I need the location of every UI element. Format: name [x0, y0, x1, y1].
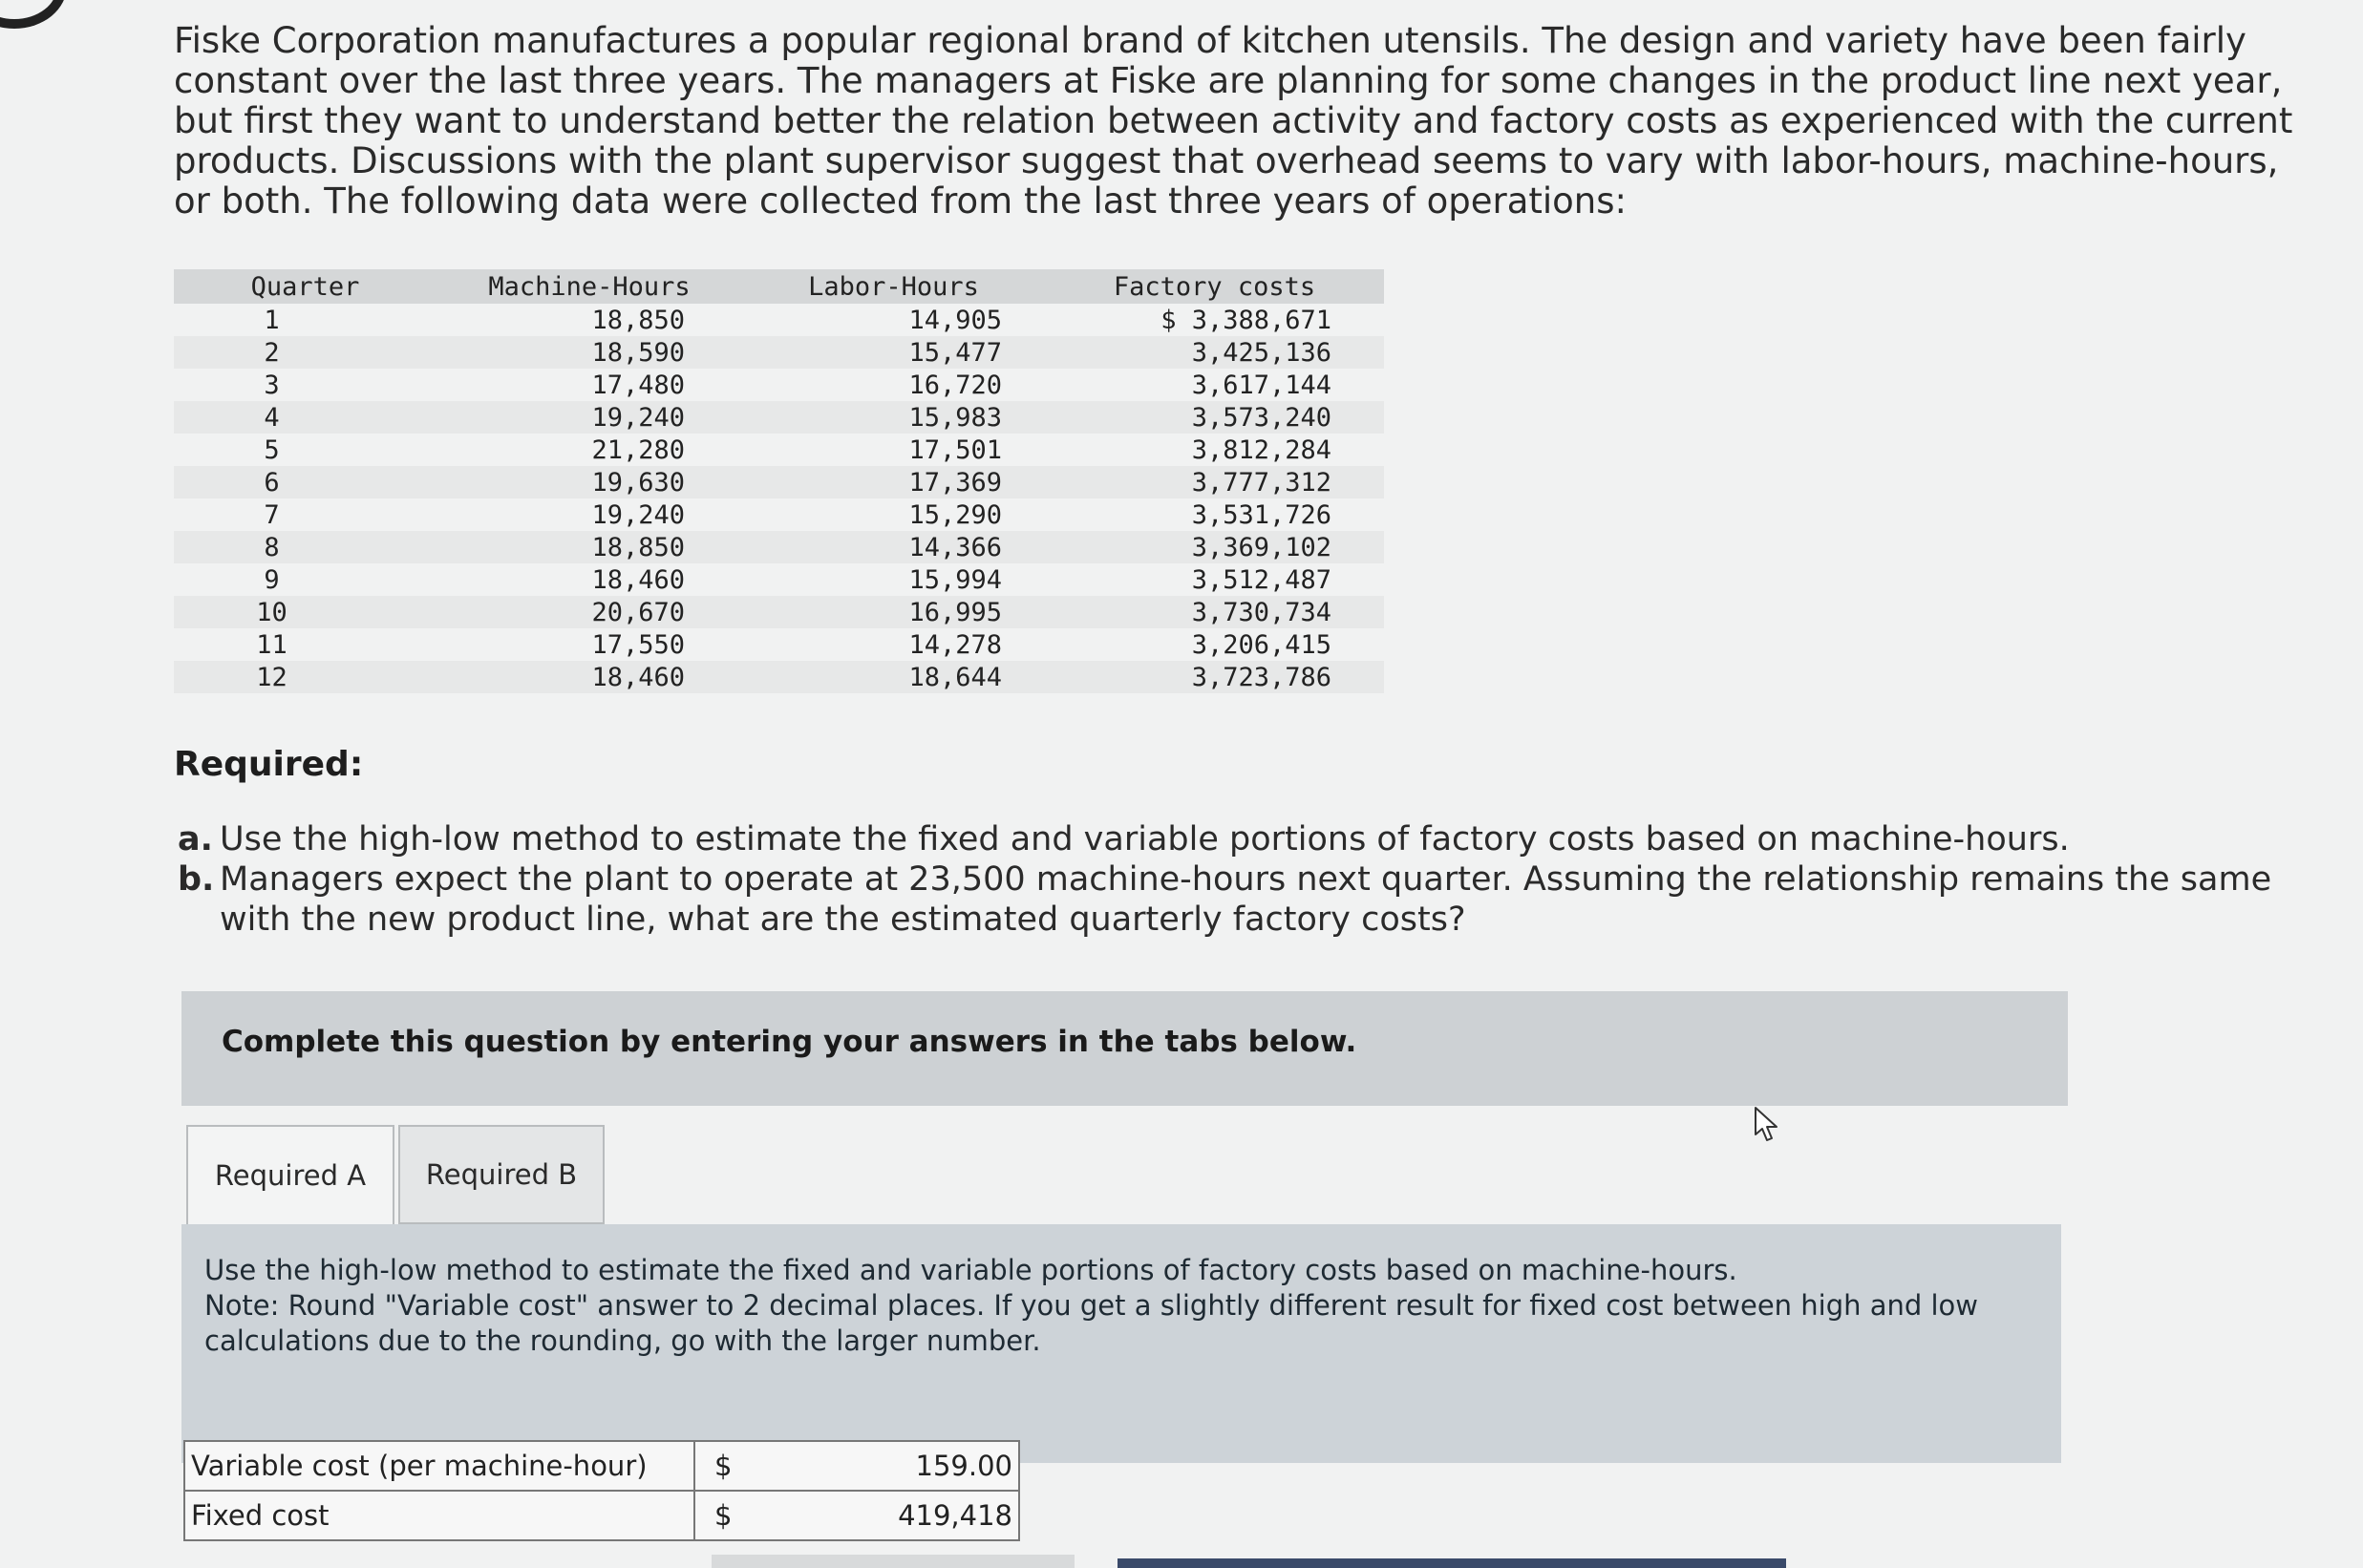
table-row — [174, 628, 1384, 661]
answer-table — [183, 1440, 1020, 1541]
factory-costs-cell: 3,531,726 — [1191, 499, 1331, 530]
tab-required-b[interactable]: Required B — [398, 1125, 605, 1224]
labor-hours-cell: 16,720 — [908, 370, 1002, 400]
labor-hours-cell: 15,983 — [742, 401, 1045, 434]
panel-question-text: Use the high-low method to estimate the fixed and variable portions of factory costs based on machine-hours. — [204, 1254, 1737, 1286]
labor-hours-cell: 14,366 — [742, 531, 1045, 563]
problem-intro-text: Fiske Corporation manufactures a popular regional brand of kitchen utensils. The design and variety have been fairly constant over the last three years. The managers at Fiske are planning for some changes in the product line next year, but first they want to understand better the relation between activity and factory costs as experienced with the current products. Discussions with the plant supervisor suggest that overhead seems to vary with labor-hours, machine-hours, or both. The following data were collected from the last three years of operations: — [174, 20, 2293, 222]
required-item-text: Managers expect the plant to operate at 23,500 machine-hours next quarter. Assuming the relationship remains the same with the new product line, what are the estimated quarterly factory costs? — [220, 860, 2272, 939]
machine-hours-cell: 21,280 — [591, 434, 685, 465]
factory-costs-cell: 3,812,284 — [1191, 434, 1331, 465]
quarter-cell: 3 — [264, 370, 280, 400]
header-machine-hours: Machine-Hours — [436, 269, 742, 304]
required-heading: Required: — [174, 745, 364, 784]
required-item-text: Use the high-low method to estimate the fixed and variable portions of factory costs based on machine-hours. — [220, 820, 2070, 858]
machine-hours-cell: 18,850 — [436, 531, 742, 563]
quarter-cell: 7 — [264, 499, 280, 530]
machine-hours-cell: 20,670 — [436, 596, 742, 628]
factory-data-table — [174, 269, 1384, 693]
bottom-bar — [1118, 1558, 1786, 1568]
labor-hours-cell: 17,501 — [908, 434, 1002, 465]
factory-costs-cell: 3,206,415 — [1191, 629, 1331, 660]
required-item-letter: b. — [178, 860, 215, 899]
table-row — [174, 498, 1384, 531]
header-labor-hours: Labor-Hours — [742, 269, 1045, 304]
quarter-cell: 8 — [174, 531, 436, 563]
table-row — [174, 336, 1384, 369]
table-row — [174, 596, 1384, 628]
table-row — [174, 466, 1384, 498]
quarter-cell: 10 — [174, 596, 436, 628]
labor-hours-cell: 15,290 — [908, 499, 1002, 530]
labor-hours-cell: 14,278 — [908, 629, 1002, 660]
labor-hours-cell: 16,995 — [742, 596, 1045, 628]
table-row — [174, 434, 1384, 466]
fixed-cost-label: Fixed cost — [184, 1491, 694, 1540]
header-factory-costs: Factory costs — [1045, 269, 1384, 304]
machine-hours-cell: 19,630 — [436, 466, 742, 498]
table-row — [174, 563, 1384, 596]
table-row — [174, 304, 1384, 336]
fixed-cost-currency: $ — [694, 1491, 777, 1540]
instruction-banner — [181, 991, 2068, 1106]
quarter-cell: 1 — [264, 305, 280, 335]
fixed-cost-input[interactable]: 419,418 — [777, 1491, 1019, 1540]
instruction-text: Complete this question by entering your answers in the tabs below. — [222, 1025, 1357, 1059]
variable-cost-label: Variable cost (per machine-hour) — [184, 1441, 694, 1491]
quarter-cell: 6 — [174, 466, 436, 498]
table-body — [174, 304, 1384, 693]
machine-hours-cell: 19,240 — [591, 499, 685, 530]
factory-costs-cell: 3,730,734 — [1045, 596, 1384, 628]
bottom-strip — [712, 1555, 1075, 1568]
quarter-cell: 4 — [174, 401, 436, 434]
quarter-cell: 2 — [174, 336, 436, 369]
factory-costs-cell: 3,617,144 — [1191, 370, 1331, 400]
required-list — [178, 819, 2279, 940]
variable-cost-input[interactable]: 159.00 — [777, 1441, 1019, 1491]
table-header-row — [174, 269, 1384, 304]
factory-costs-cell: 3,573,240 — [1045, 401, 1384, 434]
labor-hours-cell: 15,994 — [908, 564, 1002, 595]
labor-hours-cell: 17,369 — [742, 466, 1045, 498]
machine-hours-cell: 18,590 — [436, 336, 742, 369]
answer-row-fixed-cost — [184, 1491, 1019, 1540]
machine-hours-cell: 19,240 — [436, 401, 742, 434]
labor-hours-cell: 18,644 — [742, 661, 1045, 693]
mouse-pointer-icon — [1753, 1106, 1781, 1144]
labor-hours-cell: 14,905 — [908, 305, 1002, 335]
factory-costs-cell: 3,723,786 — [1045, 661, 1384, 693]
machine-hours-cell: 18,850 — [591, 305, 685, 335]
factory-costs-cell: 3,777,312 — [1045, 466, 1384, 498]
table-row — [174, 531, 1384, 563]
machine-hours-cell: 17,480 — [591, 370, 685, 400]
quarter-cell: 12 — [174, 661, 436, 693]
variable-cost-currency: $ — [694, 1441, 777, 1491]
panel-instructions — [204, 1253, 2038, 1359]
corner-decoration — [0, 0, 67, 29]
required-item-a — [178, 819, 2279, 859]
table-row — [174, 401, 1384, 434]
factory-costs-cell: $ 3,388,671 — [1160, 305, 1331, 335]
factory-costs-cell: 3,369,102 — [1045, 531, 1384, 563]
required-item-b — [178, 859, 2279, 940]
machine-hours-cell: 18,460 — [436, 661, 742, 693]
quarter-cell: 5 — [264, 434, 280, 465]
quarter-cell: 11 — [256, 629, 287, 660]
panel-note-text: Note: Round "Variable cost" answer to 2 decimal places. If you get a slightly different result for fixed cost between high and low calculations due to the rounding, go with the larger number. — [204, 1289, 1979, 1357]
factory-costs-cell: 3,425,136 — [1045, 336, 1384, 369]
machine-hours-cell: 18,460 — [591, 564, 685, 595]
question-panel — [181, 1224, 2061, 1463]
required-item-letter: a. — [178, 820, 213, 858]
answer-row-variable-cost — [184, 1441, 1019, 1491]
factory-costs-cell: 3,512,487 — [1191, 564, 1331, 595]
quarter-cell: 9 — [264, 564, 280, 595]
table-row — [174, 369, 1384, 401]
table-row — [174, 661, 1384, 693]
labor-hours-cell: 15,477 — [742, 336, 1045, 369]
header-quarter: Quarter — [174, 269, 436, 304]
machine-hours-cell: 17,550 — [591, 629, 685, 660]
tab-required-a[interactable]: Required A — [186, 1125, 394, 1224]
answer-tabs — [186, 1125, 605, 1224]
